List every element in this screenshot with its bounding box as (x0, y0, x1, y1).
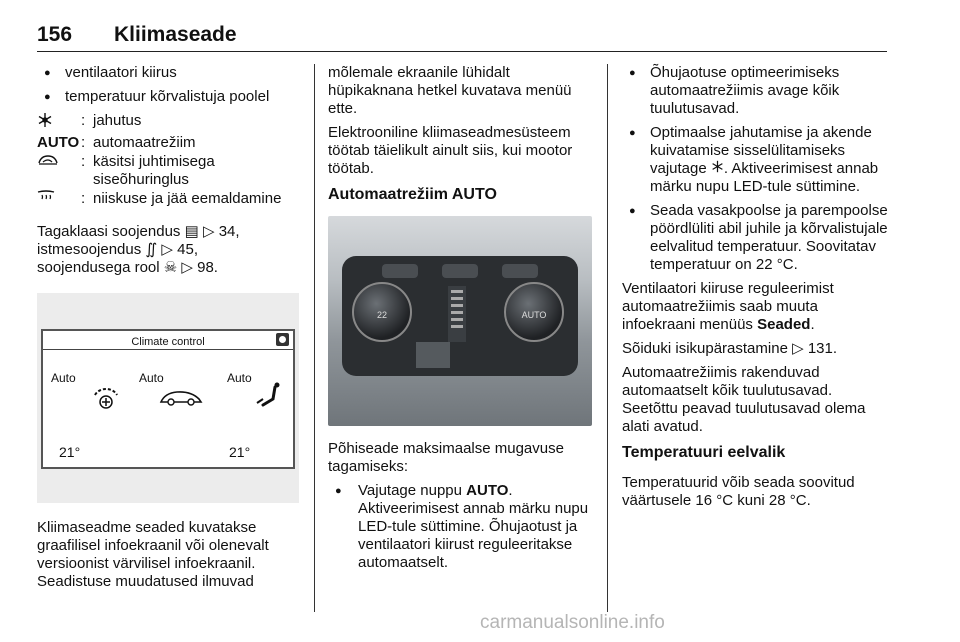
bullet-optimal-cooling: ● Optimaalse jahutamise ja akende kuivatamise sisselülitamiseks vajutage . Aktiveerimisest annab märku nupu LED-tule süttimine. (622, 124, 888, 196)
page-title: Kliimaseade (114, 23, 237, 46)
heading-auto-mode: Automaatrežiim AUTO (328, 186, 497, 203)
auto-label-right: Auto (227, 371, 252, 385)
column-1 (37, 64, 299, 597)
definition-defrost: : niiskuse ja jää eemaldamine (37, 190, 299, 209)
col2-para3: Põhiseade maksimaalse mugavuse tagamiseks: (328, 440, 564, 475)
definition-text: automaatrežiim (93, 134, 196, 151)
column-divider-1 (314, 64, 315, 612)
col1-after-image-text: Kliimaseadme seaded kuvatakse graafilisel infoekraanil või olenevalt versioonist värvilisel infoekraanil. Seadistuse muudatused ilmuvad (37, 519, 269, 590)
col2-para2: Elektrooniline kliimaseadmesüsteem töötab täielikult ainult siis, kui mootor töötab. (328, 124, 573, 177)
fan-icon (91, 387, 121, 416)
heading-temp-preset: Temperatuuri eelvalik (622, 444, 786, 461)
car-airflow-icon (159, 387, 203, 412)
col3-para4: Temperatuurid võib seada soovitud väärtusele 16 °C kuni 28 °C. (622, 474, 855, 509)
page-ref-arrow-icon: ▷ (181, 259, 193, 276)
temp-knob-right: AUTO (504, 282, 564, 342)
climate-control-illustration (37, 293, 299, 503)
windscreen-icon (37, 190, 81, 209)
definition-auto: AUTO : automaatrežiim (37, 134, 299, 152)
definition-text: käsitsi juhtimisega siseõhuringlus (93, 153, 215, 188)
bullet-passenger-temp: ● temperatuur kõrvalistuja poolel (37, 88, 299, 106)
fan-indicator (448, 286, 466, 342)
settings-icon (276, 333, 289, 346)
page-ref-arrow-icon: ▷ (792, 340, 804, 357)
temp-right: 21° (229, 444, 251, 460)
bullet-optimize-airflow: ● Õhujaotuse optimeerimiseks automaatrežiimis avage kõik tuulutusavad. (622, 64, 888, 118)
temp-knob-left: 22 (352, 282, 412, 342)
climate-screen-title: Climate control (131, 336, 205, 348)
column-divider-2 (607, 64, 608, 612)
col3-para3: Automaatrežiimis rakenduvad automaatselt kõik tuulutusavad. Seetõttu peavad tuulutusavad olema alati avatud. (622, 364, 866, 435)
heating-paragraph: Tagaklaasi soojendus ▤ ▷ 34, istmesoojendus ∬ ▷ 45, soojendusega rool ☠ ▷ 98. (37, 223, 240, 276)
bullet-temp-preset: ● Seada vasakpoolse ja parempoolse pöördlüliti abil juhile ja kõrvalistujale eelvalitud temperatuur. Soovitatav temperatuur on 22 °C. (622, 202, 888, 274)
page-number: 156 (37, 23, 73, 46)
temp-left: 21° (59, 444, 81, 460)
recirculation-icon (37, 153, 81, 189)
definition-recirculation: : käsitsi juhtimisega siseõhuringlus (37, 153, 299, 189)
control-panel (342, 256, 578, 376)
control-panel-photo (328, 216, 592, 426)
auto-label-center: Auto (139, 371, 164, 385)
col3-para1: Ventilaatori kiiruse reguleerimist automaatrežiimis saab muuta infoekraani menüüs Seaded. (622, 280, 834, 333)
definition-symbol: AUTO (37, 134, 80, 151)
page-ref-arrow-icon: ▷ (202, 223, 215, 240)
page-header (37, 20, 887, 52)
page-ref-arrow-icon: ▷ (161, 241, 173, 258)
definition-text: jahutus (93, 112, 142, 129)
snowflake-icon (711, 160, 724, 177)
bullet-press-auto: ● Vajutage nuppu AUTO. Aktiveerimisest annab märku nupu LED-tule süttimine. Õhujaotust ja ventilaatori kiirust reguleeritakse automaatselt. (328, 482, 592, 572)
col2-para1: mõlemale ekraanile lühidalt hüpikaknana hetkel kuvatava menüü ette. (328, 64, 572, 117)
climate-screen (41, 329, 295, 469)
auto-label-left: Auto (51, 371, 76, 385)
definition-cooling: : jahutus (37, 112, 299, 133)
seat-heat-icon: ∬ (145, 241, 158, 258)
column-2 (328, 64, 592, 578)
col3-para2: Sõiduki isikupärastamine ▷ 131. (622, 340, 838, 357)
rear-window-heat-icon: ▤ (184, 223, 199, 240)
watermark: carmanualsonline.info (480, 612, 665, 633)
definition-text: niiskuse ja jää eemaldamine (93, 190, 282, 207)
steering-wheel-heat-icon: ☠ (163, 259, 178, 276)
fan-button (416, 342, 450, 368)
bullet-fan-speed: ● ventilaatori kiirus (37, 64, 299, 82)
column-3 (622, 64, 888, 516)
snowflake-icon (37, 112, 81, 133)
seat-airflow-icon (255, 381, 281, 414)
